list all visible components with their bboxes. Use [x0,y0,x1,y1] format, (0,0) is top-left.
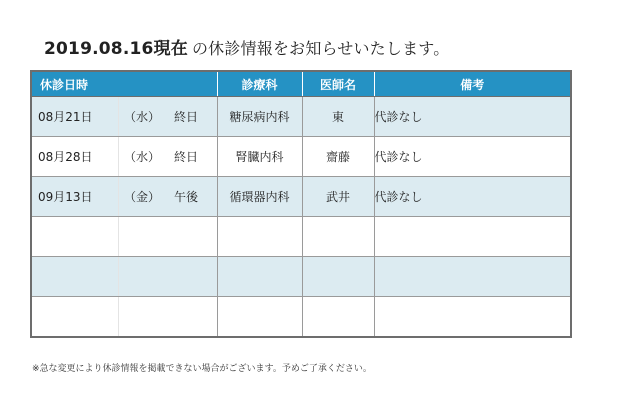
table-row [31,97,571,137]
footnote: ※急な変更により休診情報を掲載できない場合がございます。予めご了承ください。 [32,364,372,374]
header-remarks: 備考 [374,71,571,97]
closure-time: 終日 [174,150,199,164]
doctor-cell [302,297,374,338]
department-cell [217,217,302,257]
date-cell [31,257,217,297]
closure-date: 09月13日 [38,190,93,204]
doctor-cell [302,217,374,257]
remarks-cell [374,297,571,338]
table-row [31,137,571,177]
doctor-cell: 武井 [302,177,374,217]
doctor-cell [302,257,374,297]
closure-weekday: （金） [124,190,161,204]
notice-date: 2019.08.16現在 [44,39,188,59]
closure-weekday: （水） [124,110,161,124]
notice-heading [44,34,449,59]
remarks-cell: 代診なし [374,177,571,217]
header-doctor: 医師名 [302,71,374,97]
closure-date: 08月28日 [38,150,93,164]
department-cell: 糖尿病内科 [217,97,302,137]
remarks-cell [374,257,571,297]
remarks-cell: 代診なし [374,137,571,177]
date-cell [31,177,217,217]
closure-time: 午後 [174,190,199,204]
table-header-row [31,71,571,97]
closure-time: 終日 [174,110,199,124]
remarks-cell: 代診なし [374,97,571,137]
notice-text: の休診情報をお知らせいたします。 [191,39,450,58]
department-cell: 循環器内科 [217,177,302,217]
doctor-cell: 東 [302,97,374,137]
remarks-cell [374,217,571,257]
date-cell [31,297,217,338]
header-date: 休診日時 [31,71,217,97]
department-cell: 腎臓内科 [217,137,302,177]
table-row [31,217,571,257]
doctor-cell: 齋藤 [302,137,374,177]
table-row [31,177,571,217]
table-row [31,257,571,297]
header-department: 診療科 [217,71,302,97]
date-cell [31,97,217,137]
table-row [31,297,571,338]
department-cell [217,297,302,338]
date-cell [31,137,217,177]
department-cell [217,257,302,297]
closure-date: 08月21日 [38,110,93,124]
closure-schedule-table [30,70,572,338]
closure-weekday: （水） [124,150,161,164]
date-cell [31,217,217,257]
